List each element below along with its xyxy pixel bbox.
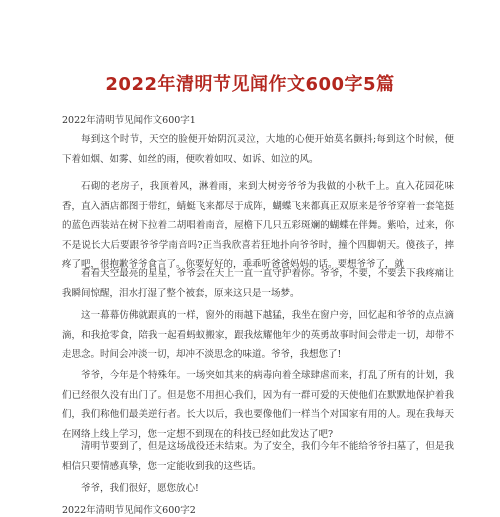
document-title: 2022年清明节见闻作文600字5篇 bbox=[105, 74, 395, 95]
essay-heading-1: 2022年清明节见闻作文600字1 bbox=[62, 115, 196, 126]
paragraph-6: 清明节要到了，但是这场战役还未结束。为了安全，我们今年不能给爷爷扫墓了，但是我相信只要情感真挚，您一定能收到我的这些话。 bbox=[62, 441, 454, 472]
paragraph-7: 爷爷，我们很好，愿您放心! bbox=[81, 483, 199, 494]
paragraph-4: 这一幕幕仿佛就跟真的一样，窗外的雨越下越猛，我坐在窗户旁，回忆起和爷爷的点点滴滴，和我抢零食，陪我一起看蚂蚁搬家，跟我炫耀他年少的英勇故事时间会带走一切，却带不走思念。时间会冲淡一切，却冲不淡思念的味道。爷爷，我想您了! bbox=[62, 310, 454, 360]
paragraph-2: 石砌的老房子，我顶着风，淋着雨，来到大树旁爷爷为我做的小秋千上。直入花园花味香，直入酒店都图于带红，蜻蜓飞来都尽于成阵，蝴蝶飞来都真正双原来是爷爷穿着一套笔挺的蓝色西装站在树下拉着二胡唱着南音，屋檐下几只五彩斑斓的蝴蝶在伴舞。紫哈，过来，你不是说长大后要跟爷爷学南音吗?正当我欣喜若狂地扑向爷爷时，撞个四脚朝天。傻孩子，摔疼了吧，很抱歉爷爷食言了。你要好好的，乖乖听爸爸妈妈的话。要想爷爷了，就 bbox=[62, 181, 454, 270]
paragraph-1: 每到这个时节，天空的脸便开始阴沉灵泣，大地的心便开始莫名颤抖;每到这个时候，便下着如烟、如雾、如丝的雨，便吹着如叹、如诉、如泣的风。 bbox=[62, 134, 454, 165]
essay-heading-2: 2022年清明节见闻作文600字2 bbox=[62, 505, 196, 516]
paragraph-5: 爷爷，今年是个特殊年。一场突如其来的病毒向着全球肆虐而来，打乱了所有的计划，我们已经很久没有出门了。但是您不用担心我们，因为有一群可爱的天使他们在默默地保护着我们，我们称他们最美逆行者。长大以后，我也要像他们一样当个对国家有用的人。现在我每天在网络上线上学习，您一定想不到现在的科技已经如此发达了吧? bbox=[62, 370, 454, 440]
paragraph-3: 看看天空最亮的星星，爷爷会在天上一直一直守护着你。爷爷，不要，不要丢下我疼痛让我瞬间惊醒，泪水打湿了整个被套，原来这只是一场梦。 bbox=[62, 268, 454, 299]
